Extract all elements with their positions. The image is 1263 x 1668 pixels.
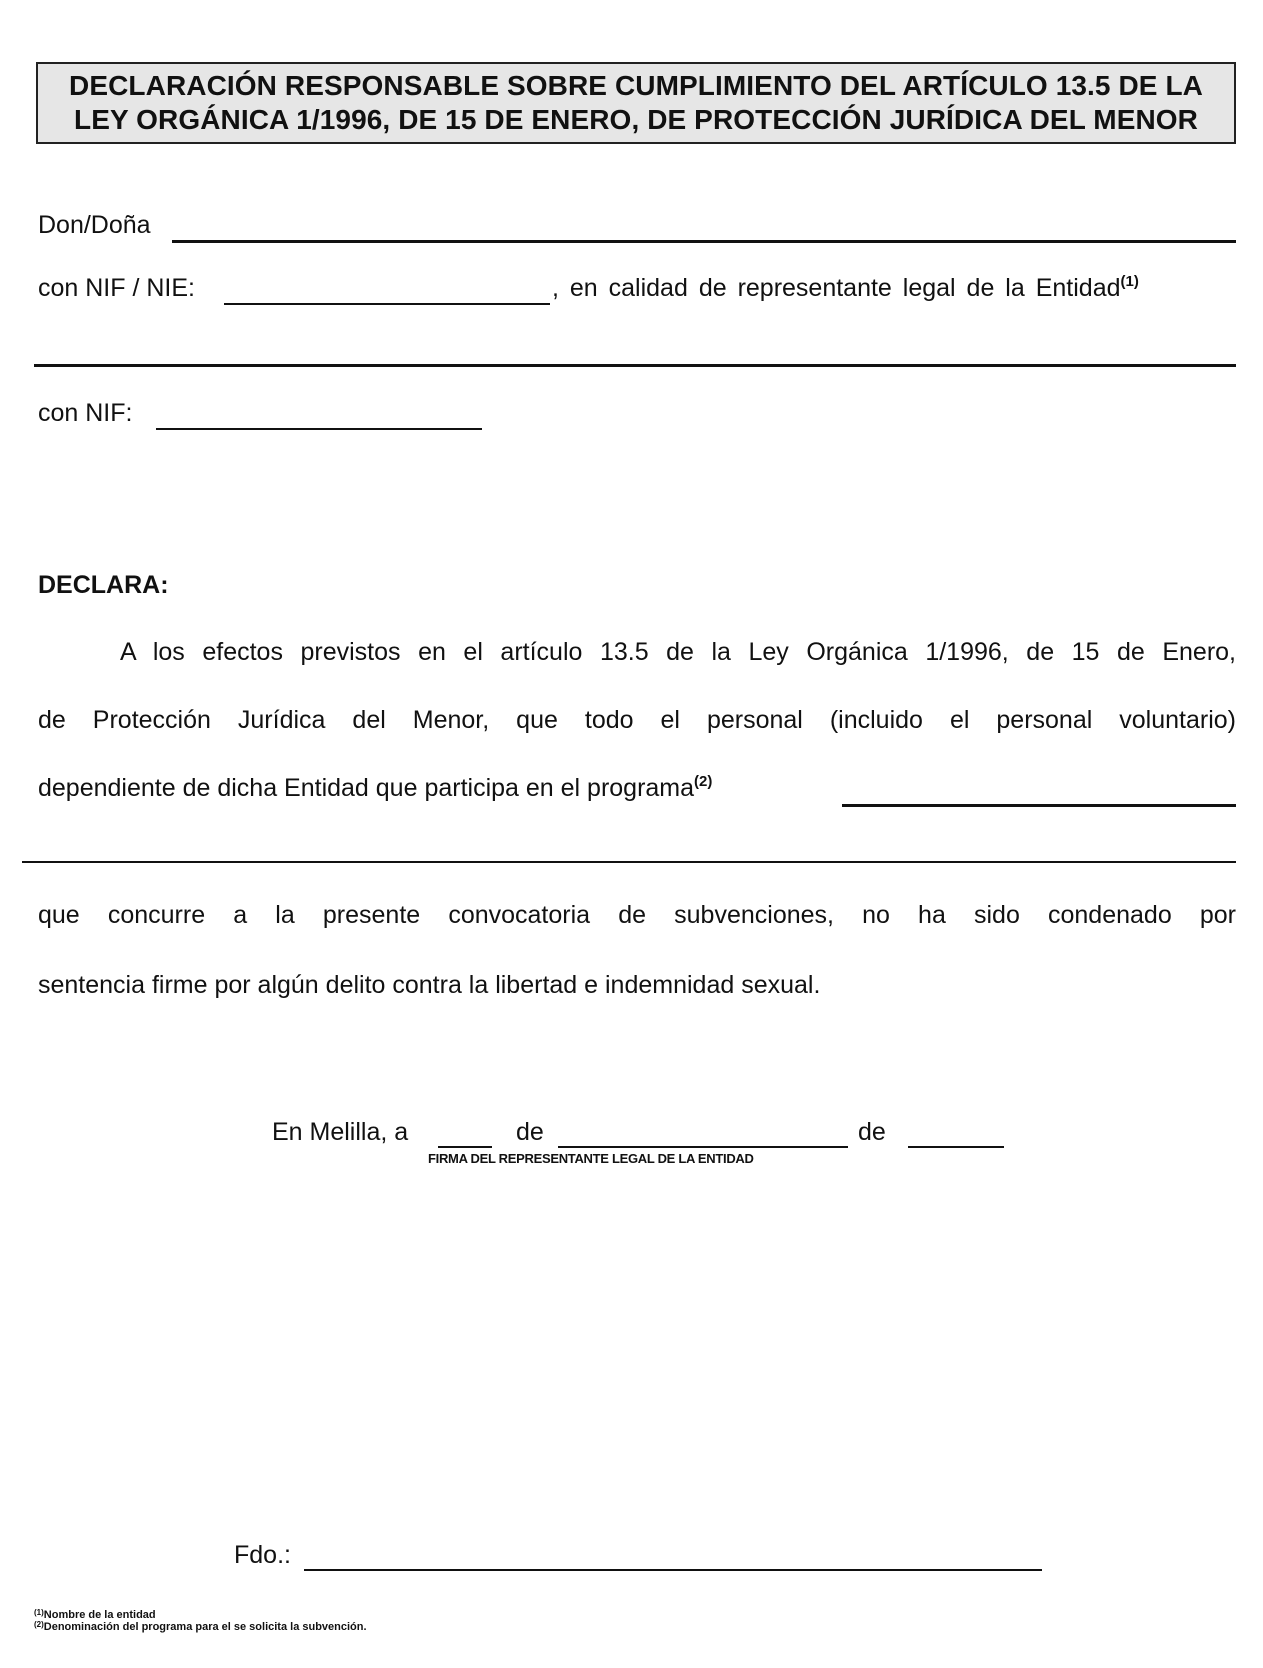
programa-sentence: dependiente de dicha Entidad que participa en el programa (38, 774, 695, 802)
document-title (36, 62, 1236, 144)
day-field[interactable] (438, 1146, 492, 1148)
de-label-2: de (858, 1118, 886, 1146)
nif-nie-label: con NIF / NIE: (38, 274, 195, 302)
declara-line-2: de Protección Jurídica del Menor, que todo el personal (incluido el personal voluntario) (38, 706, 1236, 734)
footnote-1-ref: (1) (34, 1608, 44, 1617)
footnote-2-text: Denominación del programa para el se solicita la subvención. (43, 1621, 367, 1633)
declara-line-4: que concurre a la presente convocatoria de subvenciones, no ha sido condenado por (38, 901, 1236, 929)
title-line-2: LEY ORGÁNICA 1/1996, DE 15 DE ENERO, DE PROTECCIÓN JURÍDICA DEL MENOR (73, 104, 1198, 135)
representante-text (552, 273, 1236, 303)
programa-field[interactable] (842, 804, 1236, 807)
footnote-1-text: Nombre de la entidad (43, 1609, 156, 1621)
declara-heading: DECLARA: (38, 571, 169, 599)
place-label: En Melilla, a (272, 1118, 409, 1146)
de-label-1: de (516, 1118, 544, 1146)
entidad-field[interactable] (34, 364, 1236, 367)
don-dona-field[interactable] (172, 240, 1236, 243)
footnote-1 (34, 1609, 156, 1621)
declara-line-5: sentencia firme por algún delito contra la libertad e indemnidad sexual. (38, 971, 821, 999)
footnote-2 (34, 1621, 367, 1633)
footnote-2-ref: (2) (34, 1620, 44, 1629)
signature-field[interactable] (304, 1569, 1042, 1571)
fdo-label: Fdo.: (234, 1541, 291, 1569)
firma-note: FIRMA DEL REPRESENTANTE LEGAL DE LA ENTIDAD (428, 1151, 754, 1166)
declara-line-3 (38, 773, 712, 803)
reference-1: (1) (1120, 273, 1139, 290)
programa-field-continued[interactable] (22, 861, 1236, 863)
nif-field[interactable] (156, 428, 482, 430)
month-field[interactable] (558, 1146, 848, 1148)
nif-label: con NIF: (38, 399, 133, 427)
nif-nie-field[interactable] (224, 303, 550, 305)
title-line-1: DECLARACIÓN RESPONSABLE SOBRE CUMPLIMIENTO DEL ARTÍCULO 13.5 DE LA (69, 70, 1203, 101)
reference-2: (2) (694, 773, 713, 790)
year-field[interactable] (908, 1146, 1004, 1148)
don-dona-label: Don/Doña (38, 211, 151, 239)
representante-sentence: , en calidad de representante legal de la Entidad (552, 274, 1121, 302)
declara-line-1: A los efectos previstos en el artículo 13.5 de la Ley Orgánica 1/1996, de 15 de Enero, (120, 638, 1236, 666)
